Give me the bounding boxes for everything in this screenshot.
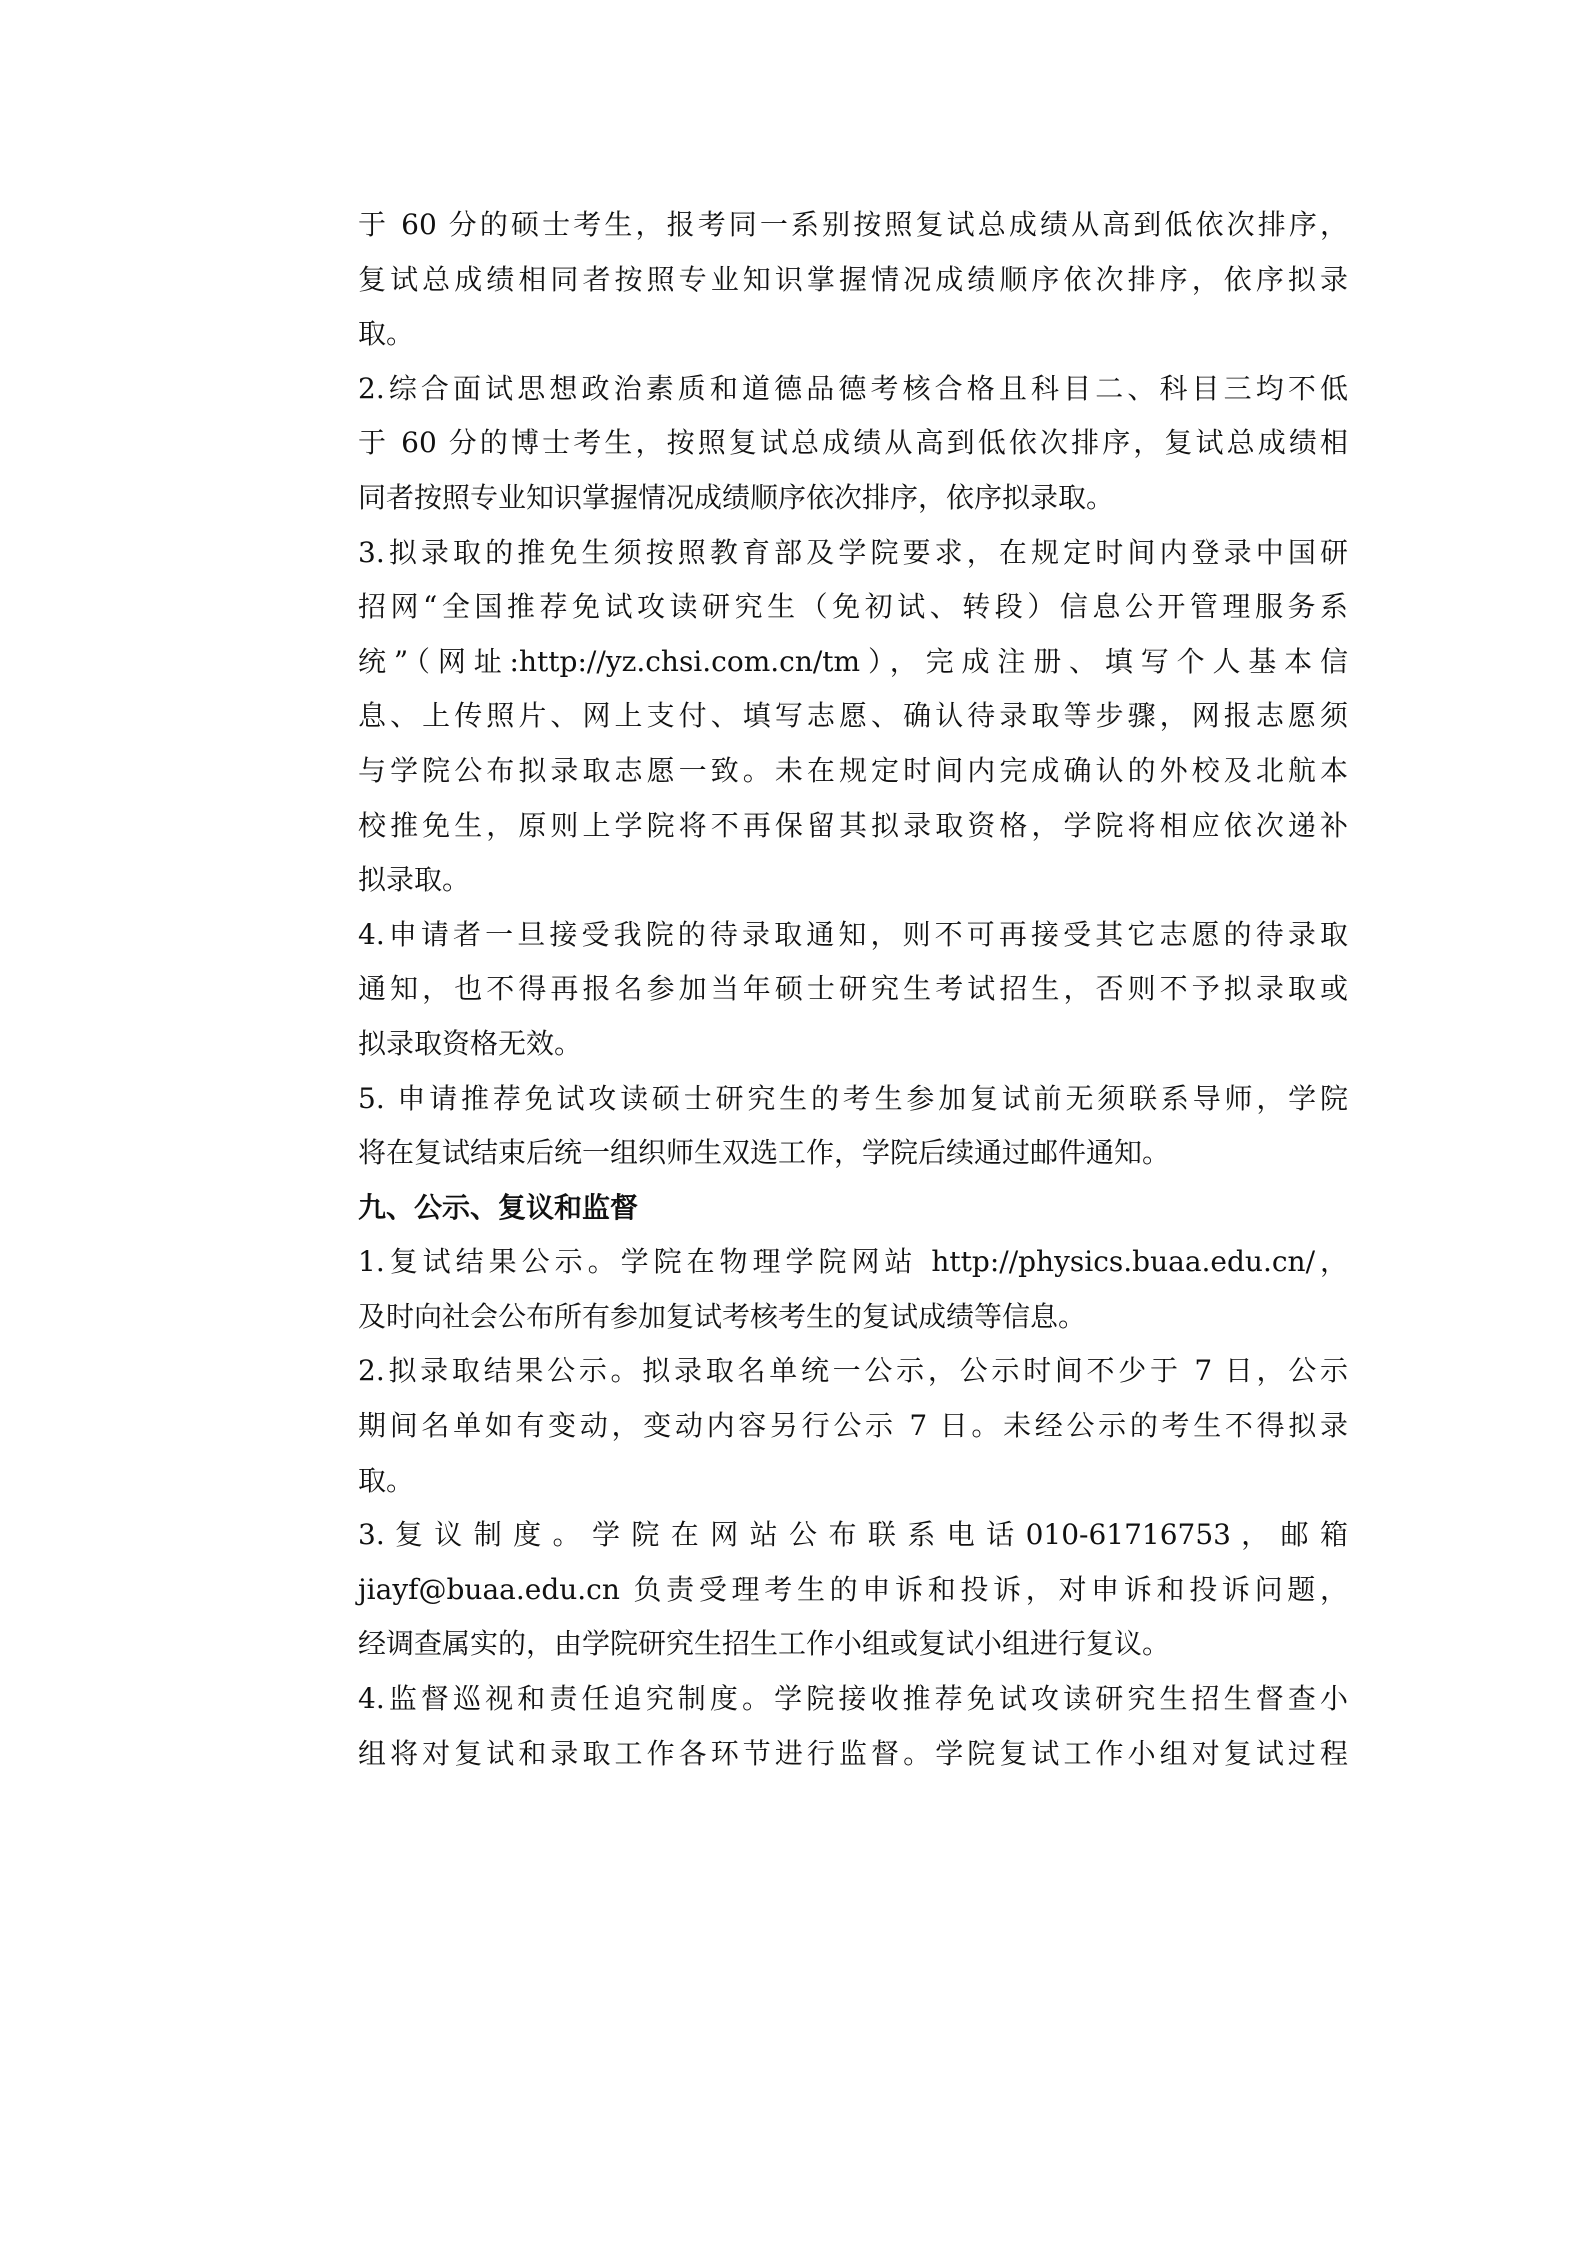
text-line: 息、上传照片、网上支付、填写志愿、确认待录取等步骤，网报志愿须 [358, 699, 1348, 733]
text-line: 同者按照专业知识掌握情况成绩顺序依次排序，依序拟录取。 [358, 480, 1115, 514]
section-heading: 九、公示、复议和监督 [358, 1190, 639, 1224]
text-line: 复试总成绩相同者按照专业知识掌握情况成绩顺序依次排序，依序拟录 [358, 262, 1348, 296]
text-line: 2.拟录取结果公示。拟录取名单统一公示，公示时间不少于 7 日，公示 [358, 1354, 1348, 1388]
text-line: 2.综合面试思想政治素质和道德品德考核合格且科目二、科目三均不低 [358, 371, 1348, 405]
text-line: 5. 申请推荐免试攻读硕士研究生的考生参加复试前无须联系导师，学院 [358, 1081, 1348, 1115]
text-line: 统”（网址:http://yz.chsi.com.cn/tm），完成注册、填写个人基本信 [358, 644, 1348, 678]
text-line: 拟录取资格无效。 [358, 1026, 583, 1060]
text-line: 通知，也不得再报名参加当年硕士研究生考试招生，否则不予拟录取或 [358, 972, 1348, 1006]
text-line: 取。 [358, 1463, 415, 1497]
text-line: 3. 复 议 制 度 。 学 院 在 网 站 公 布 联 系 电 话 010-61716753 ， 邮 箱 [358, 1518, 1348, 1552]
text-line: 招网“全国推荐免试攻读研究生（免初试、转段）信息公开管理服务系 [358, 590, 1348, 624]
document-body [358, 198, 1348, 1781]
text-line: 1.复试结果公示。学院在物理学院网站 http://physics.buaa.edu.cn/， [358, 1245, 1348, 1279]
text-line: 组将对复试和录取工作各环节进行监督。学院复试工作小组对复试过程 [358, 1736, 1348, 1770]
text-line: 3.拟录取的推免生须按照教育部及学院要求，在规定时间内登录中国研 [358, 535, 1348, 569]
text-line: 4.申请者一旦接受我院的待录取通知，则不可再接受其它志愿的待录取 [358, 917, 1348, 951]
text-line: 取。 [358, 317, 415, 351]
text-line: 于 60 分的博士考生，按照复试总成绩从高到低依次排序，复试总成绩相 [358, 426, 1348, 460]
text-line: jiayf@buaa.edu.cn 负责受理考生的申诉和投诉，对申诉和投诉问题， [358, 1572, 1348, 1606]
text-line: 经调查属实的，由学院研究生招生工作小组或复试小组进行复议。 [358, 1627, 1171, 1661]
text-line: 将在复试结束后统一组织师生双选工作，学院后续通过邮件通知。 [358, 1136, 1171, 1170]
text-line: 期间名单如有变动，变动内容另行公示 7 日。未经公示的考生不得拟录 [358, 1409, 1348, 1443]
text-line: 4.监督巡视和责任追究制度。学院接收推荐免试攻读研究生招生督查小 [358, 1682, 1348, 1716]
text-line: 于 60 分的硕士考生，报考同一系别按照复试总成绩从高到低依次排序， [358, 208, 1348, 241]
text-line: 与学院公布拟录取志愿一致。未在规定时间内完成确认的外校及北航本 [358, 753, 1348, 787]
text-line: 校推免生，原则上学院将不再保留其拟录取资格，学院将相应依次递补 [358, 808, 1348, 842]
text-line: 拟录取。 [358, 863, 471, 897]
text-line: 及时向社会公布所有参加复试考核考生的复试成绩等信息。 [358, 1299, 1087, 1333]
